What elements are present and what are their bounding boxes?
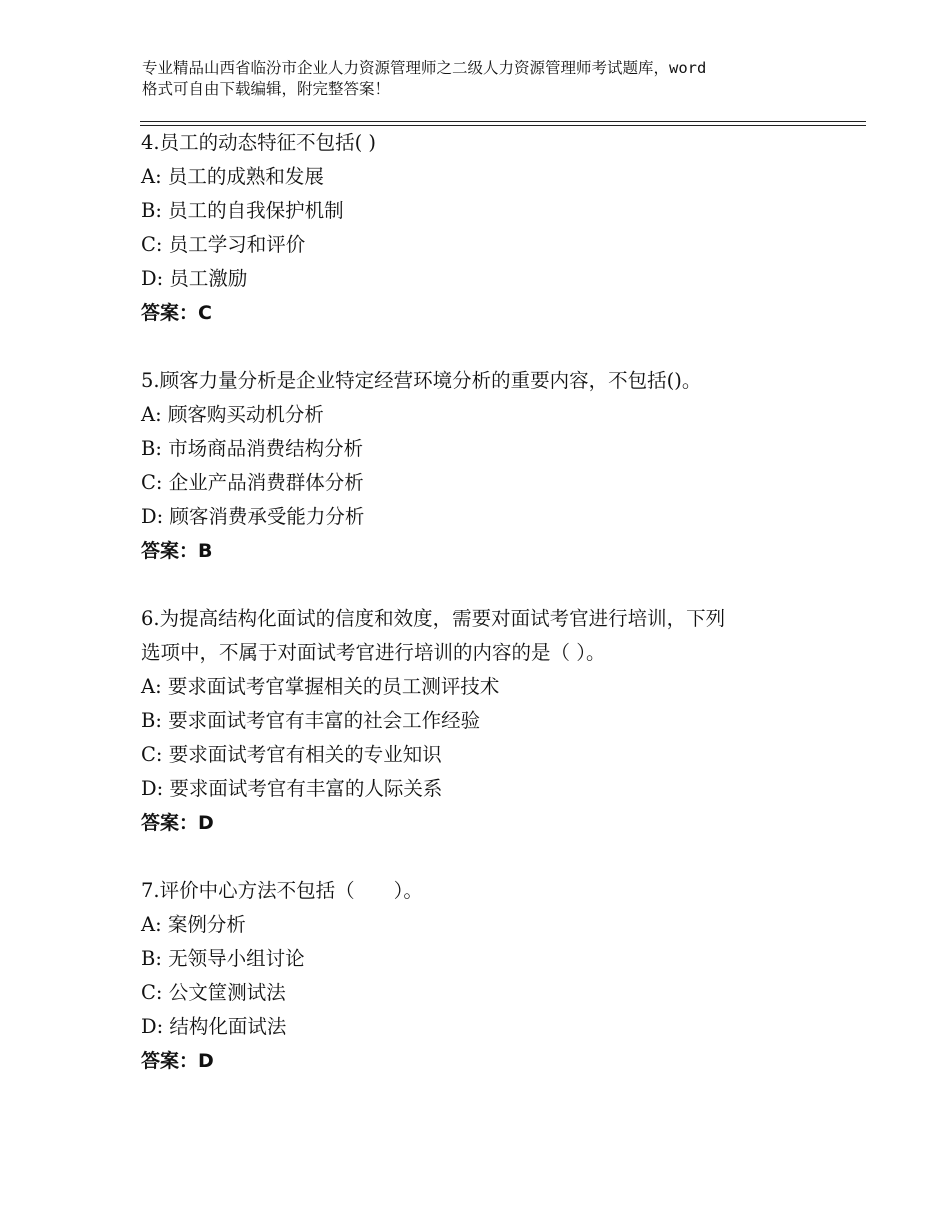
- answer-label: 答案：B: [141, 540, 213, 562]
- option-b: B: 无领导小组讨论: [141, 947, 305, 970]
- question-stem: 4.员工的动态特征不包括( ): [141, 131, 377, 154]
- question-stem: 5.顾客力量分析是企业特定经营环境分析的重要内容，不包括()。: [141, 369, 702, 392]
- answer-label: 答案：C: [141, 302, 212, 324]
- question-stem: 6.为提高结构化面试的信度和效度，需要对面试考官进行培训，下列: [141, 607, 726, 630]
- option-a: A: 案例分析: [141, 913, 246, 936]
- option-a: A: 员工的成熟和发展: [141, 165, 324, 188]
- header-line-2: 格式可自由下载编辑，附完整答案！: [142, 80, 391, 98]
- question-item: [141, 602, 841, 840]
- header-line-1: 专业精品山西省临汾市企业人力资源管理师之二级人力资源管理师考试题库，word: [142, 59, 707, 77]
- option-d: D: 员工激励: [141, 267, 248, 290]
- option-c: C: 员工学习和评价: [141, 233, 306, 256]
- question-item: [141, 126, 841, 330]
- document-header: [142, 58, 822, 100]
- option-a: A: 要求面试考官掌握相关的员工测评技术: [141, 675, 500, 698]
- option-b: B: 市场商品消费结构分析: [141, 437, 364, 460]
- option-c: C: 企业产品消费群体分析: [141, 471, 364, 494]
- option-b: B: 员工的自我保护机制: [141, 199, 344, 222]
- option-c: C: 要求面试考官有相关的专业知识: [141, 743, 442, 766]
- question-list: [141, 126, 841, 1112]
- answer-label: 答案：D: [141, 1050, 214, 1072]
- option-d: D: 顾客消费承受能力分析: [141, 505, 365, 528]
- question-item: [141, 364, 841, 568]
- header-divider: [140, 121, 866, 122]
- question-stem-continued: 选项中，不属于对面试考官进行培训的内容的是（ ）。: [141, 641, 606, 664]
- question-item: [141, 874, 841, 1078]
- option-d: D: 结构化面试法: [141, 1015, 287, 1038]
- question-stem: 7.评价中心方法不包括（ ）。: [141, 879, 423, 902]
- option-d: D: 要求面试考官有丰富的人际关系: [141, 777, 443, 800]
- option-c: C: 公文筐测试法: [141, 981, 286, 1004]
- option-b: B: 要求面试考官有丰富的社会工作经验: [141, 709, 481, 732]
- option-a: A: 顾客购买动机分析: [141, 403, 324, 426]
- answer-label: 答案：D: [141, 812, 214, 834]
